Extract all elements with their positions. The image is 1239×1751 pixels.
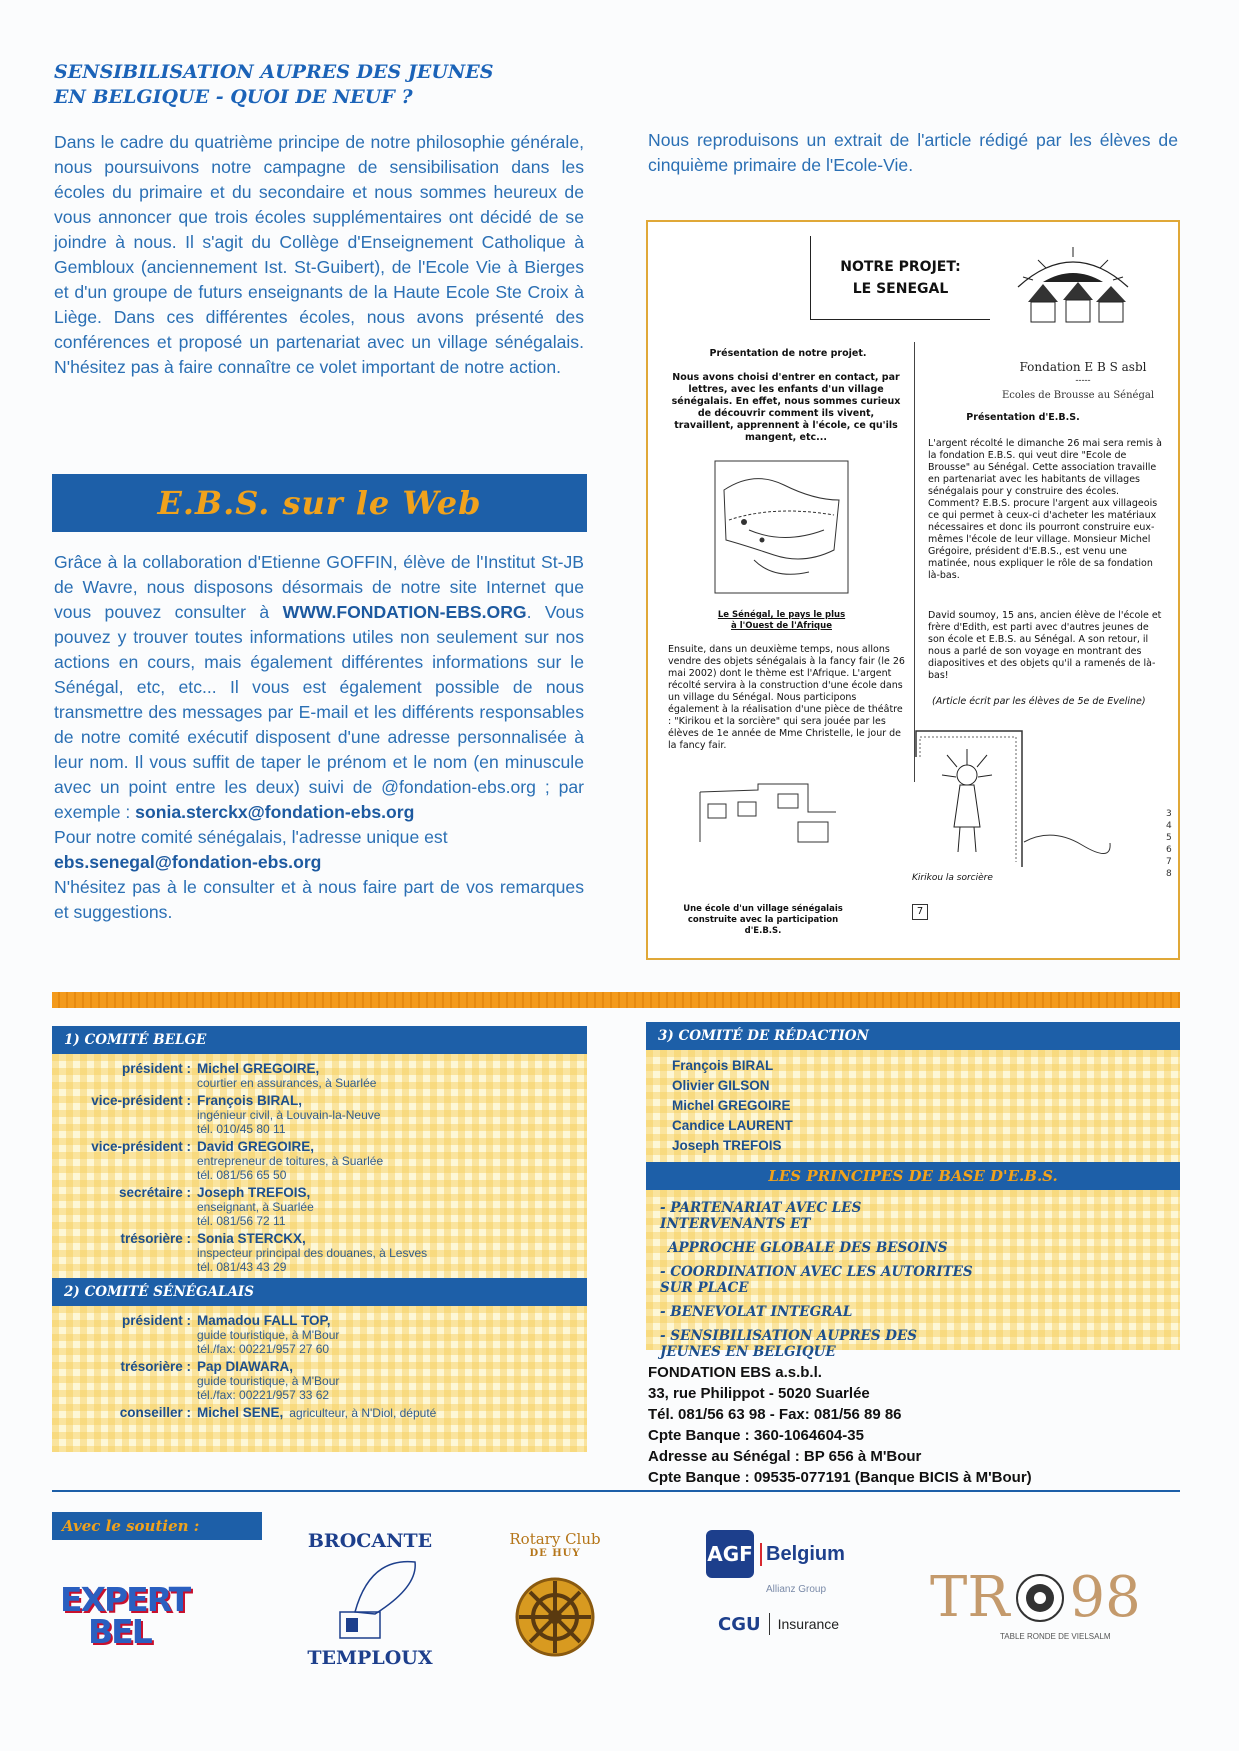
expertbel-logo: EXPERT BEL (60, 1580, 190, 1651)
committee-member (52, 1314, 587, 1356)
web-banner: E.B.S. sur le Web (52, 474, 587, 532)
column-divider (914, 342, 915, 782)
table-ronde-logo: TR 98 TABLE RONDE DE VIELSALM (930, 1565, 1141, 1641)
member-detail: tél. 081/56 65 50 (197, 1168, 287, 1182)
website-link[interactable]: WWW.FONDATION-EBS.ORG (282, 602, 527, 622)
committee-redaction-title: 3) COMITÉ DE RÉDACTION (646, 1022, 1180, 1050)
fondation-subtitle: Ecoles de Brousse au Sénégal (1001, 390, 1155, 401)
committee-member (52, 1062, 587, 1090)
committee-member (52, 1094, 587, 1136)
page-number: 7 (912, 904, 928, 920)
list-item: Michel GREGOIRE (672, 1098, 791, 1113)
list-item: - COORDINATION AVEC LES AUTORITES SUR PLACE (660, 1264, 973, 1296)
article-credit: (Article écrit par les élèves de 5e de Eveline) (932, 696, 1146, 707)
senegal-email-link[interactable]: ebs.senegal@fondation-ebs.org (54, 852, 322, 872)
member-detail: guide touristique, à M'Bour (197, 1374, 340, 1388)
gramophone-icon (300, 1552, 440, 1642)
principles-title: LES PRINCIPES DE BASE D'E.B.S. (646, 1162, 1180, 1190)
school-caption: Une école d'un village sénégalais construite avec la participation d'E.B.S. (683, 904, 843, 936)
orange-divider (52, 992, 1180, 1008)
member-role: trésorière : (120, 1231, 191, 1246)
member-name: Michel GREGOIRE, (197, 1061, 320, 1076)
list-item: Candice LAURENT (672, 1118, 793, 1133)
committee-member (52, 1406, 587, 1420)
member-detail: tél./fax: 00221/957 27 60 (197, 1342, 330, 1356)
contact-block: FONDATION EBS a.s.b.l. 33, rue Philippot - 5020 Suarlée Tél. 081/56 63 98 - Fax: 081/56 89 86 Cpte Banque : 360-1064604-35 Adresse au Sénégal : BP 656 à M'Bour Cpte Banque : 09535-077191 (Banque BICIS à M'Bour) (648, 1364, 1032, 1486)
committee-belge-list (52, 1054, 587, 1274)
fondation-title: Fondation E B S asbl (1019, 360, 1147, 374)
list-item: Olivier GILSON (672, 1078, 770, 1093)
redaction-list (646, 1050, 1180, 1156)
sponsors-label: Avec le soutien : (52, 1512, 262, 1540)
member-name: Mamadou FALL TOP, (197, 1313, 331, 1328)
member-detail: inspecteur principal des douanes, à Lesves (197, 1246, 428, 1260)
agf-logo: AGF Belgium Allianz Group CGU Insurance (706, 1530, 886, 1680)
example-email-link[interactable]: sonia.sterckx@fondation-ebs.org (135, 802, 415, 822)
member-name: Pap DIAWARA, (197, 1359, 294, 1374)
member-detail: agriculteur, à N'Diol, député (289, 1406, 437, 1420)
member-role: président : (121, 1313, 191, 1328)
section-heading: SENSIBILISATION AUPRES DES JEUNES EN BELGIQUE - QUOI DE NEUF ? (54, 61, 494, 108)
ebs-presentation-title: Présentation d'E.B.S. (966, 412, 1080, 423)
list-item: - BENEVOLAT INTEGRAL (660, 1304, 853, 1320)
committee-member (52, 1186, 587, 1228)
school-drawing (698, 782, 838, 852)
list-item: APPROCHE GLOBALE DES BESOINS (668, 1240, 948, 1256)
david-text: David soumoy, 15 ans, ancien élève de l'école et frère d'Edith, est parti avec d'autres jeunes de son école et E.B.S. au Sénégal. A son retour, il nous a parlé de son voyage en montrant des diapositives et des objets qu'il a ramenés de là-bas! (928, 610, 1162, 681)
committee-member (52, 1360, 587, 1402)
member-detail: tél./fax: 00221/957 33 62 (197, 1388, 330, 1402)
map-caption: Le Sénégal, le pays le plus à l'Ouest de l'Afrique (717, 610, 846, 631)
web-paragraph: Grâce à la collaboration d'Etienne GOFFIN, élève de l'Institut St-JB de Wavre, nous disposons désormais de notre site Internet que vous pouvez consulter à WWW.FONDATION-EBS.ORG. Vous pouvez y trouver toutes informations utiles non seulement sur nos actions en cours, mais également différentes informations sur le Sénégal, etc, etc... Il vous est également possible de nous transmettre des messages par E-mail et les différents responsables de notre comité exécutif disposent d'une adresse personnalisée à leur nom. Il vous suffit de taper le prénom et le nom (en minuscule avec un point entre les deux) suivi de @fondation-ebs.org ; par exemple : sonia.sterckx@fondation-ebs.org Pour notre comité sénégalais, l'adresse unique est ebs.senegal@fondation-ebs.org N'hésitez pas à le consulter et à nous faire part de vos remarques et suggestions. (54, 552, 585, 922)
kirikou-drawing (912, 727, 1112, 867)
list-item: François BIRAL (672, 1058, 774, 1073)
committee-belge-title: 1) COMITÉ BELGE (52, 1026, 587, 1054)
member-role: vice-président : (91, 1093, 191, 1108)
member-role: trésorière : (120, 1359, 191, 1374)
member-detail: enseignant, à Suarlée (197, 1200, 314, 1214)
member-name: François BIRAL, (197, 1093, 303, 1108)
member-detail: tél. 081/56 72 11 (197, 1214, 286, 1228)
article-clipping: NOTRE PROJET: LE SENEGAL Présentation de notre projet. Nous avons choisi d'entrer en contact, par lettres, avec les enfants d'un village sénégalais. En effet, nous sommes curieux de découvrir comment ils vivent, travaillent, apprennent à l'école, ce qu'ils mangent, etc... Le Sénégal, le pays le plus à l'Ouest de l'Afrique Ensuite, dans un deuxième temps, nous allons vendre des objets sénégalais à la fancy fair (le 26 mai 2002) dont le thème est l'Afrique. L'argent récolté servira à la construction d'une école dans un village du Sénégal. Nous participons également à la réalisation d'une pièce de théâtre : "Kirikou et la sorcière" qui sera jouée par les élèves de 1e année de Mme Christelle, le jour de la fancy fair. Une école d'un village sénégalais construite avec la participation d'E.B.S. 7 Fondation E B S asbl ----- Ecoles de Brousse au Sénégal Présentation d'E.B.S. L'argent récolté le dimanche 26 mai sera remis à la fondation E.B.S. qui veut dire "Ecole de Brousse" au Sénégal. Cette association travaille en partenariat avec les habitants de villages sénégalais pour y construire des écoles. Comment? E.B.S. procure l'argent aux villageois ce qui permet à ceux-ci d'acheter les matériaux nécessaires et donc ils pourront construire eux-mêmes l'école de leur village. Monsieur Michel Grégoire, président d'E.B.S., est venu une matinée, nous expliquer le rôle de sa fondation là-bas. David soumoy, 15 ans, ancien élève de l'école et frère d'Edith, est parti avec d'autres jeunes de son école et E.B.S. au Sénégal. A son retour, il nous a parlé de son voyage en montrant des diapositives et des objets qu'il a ramenés de là-bas! (Article écrit par les élèves de 5e de Eveline) Kirikou la sorcière 3 4 5 6 7 8 (646, 220, 1180, 960)
member-name: Michel SENE, (197, 1405, 284, 1420)
table-ronde-emblem-icon (1014, 1572, 1066, 1624)
drawing-caption: Kirikou la sorcière (912, 873, 993, 883)
rotary-wheel-icon (500, 1559, 610, 1659)
member-detail: tél. 081/43 43 29 (197, 1260, 287, 1274)
brocante-logo: BROCANTE TEMPLOUX (300, 1530, 440, 1680)
member-role: conseiller : (119, 1405, 191, 1420)
member-detail: entrepreneur de toitures, à Suarlée (197, 1154, 384, 1168)
second-text: Ensuite, dans un deuxième temps, nous allons vendre des objets sénégalais à la fancy fair (le 26 mai 2002) dont le thème est l'Afrique. L'argent récolté servira à la construction d'une école dans un village du Sénégal. Nous participons également à la réalisation d'une pièce de théâtre : "Kirikou et la sorcière" qui sera jouée par les élèves de 1e année de Mme Christelle, le jour de la fancy fair. (668, 644, 905, 751)
member-detail: tél. 010/45 80 11 (197, 1122, 286, 1136)
rotary-logo: Rotary Club DE HUY (500, 1530, 610, 1680)
intro-paragraph: Dans le cadre du quatrième principe de notre philosophie générale, nous poursuivons notre campagne de sensibilisation dans les écoles du primaire et du secondaire et nous sommes heureux de vous annoncer que trois écoles supplémentaires ont décidé de se joindre à nous. Il s'agit du Collège d'Enseignement Catholique à Gembloux (anciennement Ist. St-Guibert), de l'Ecole Vie à Bierges et d'un groupe de futurs enseignants de la Haute Ecole Ste Croix à Liège. Dans ces différentes écoles, nous avons présenté des conférences et proposé un partenariat avec un village sénégalais. N'hésitez pas à faire connaître ce volet important de notre action. (54, 132, 584, 377)
village-drawing (1008, 242, 1138, 332)
committee-member (52, 1232, 587, 1274)
margin-digits: 3 4 5 6 7 8 (1166, 809, 1172, 879)
presentation-text: Nous avons choisi d'entrer en contact, par lettres, avec les enfants d'un village sénégalais. En effet, nous sommes curieux de découvrir comment ils vivent, travaillent, apprennent à l'école, ce qu'ils mangent, etc... (671, 372, 901, 443)
ebs-text: L'argent récolté le dimanche 26 mai sera remis à la fondation E.B.S. qui veut dire "Ecole de Brousse" au Sénégal. Cette association travaille en partenariat avec les habitants de villages sénégalais pour y construire des écoles. Comment? E.B.S. procure l'argent aux villageois ce qui permet à ceux-ci d'acheter les matériaux nécessaires et donc ils pourront construire eux-mêmes l'école de leur village. Monsieur Michel Grégoire, président d'E.B.S., est venu une matinée, nous expliquer le rôle de sa fondation là-bas. (928, 438, 1162, 581)
article-title-box: NOTRE PROJET: LE SENEGAL (810, 236, 990, 320)
right-intro: Nous reproduisons un extrait de l'article rédigé par les élèves de cinquième primaire de l'Ecole-Vie. (648, 130, 1178, 175)
member-detail: guide touristique, à M'Bour (197, 1328, 340, 1342)
member-role: président : (121, 1061, 191, 1076)
list-item: Joseph TREFOIS (672, 1138, 782, 1153)
committees-panel (52, 1026, 587, 1452)
member-detail: ingénieur civil, à Louvain-la-Neuve (197, 1108, 381, 1122)
redaction-panel (646, 1022, 1180, 1360)
committee-senegal-title: 2) COMITÉ SÉNÉGALAIS (52, 1278, 587, 1306)
member-role: secrétaire : (118, 1185, 191, 1200)
presentation-title: Présentation de notre projet. (709, 348, 867, 359)
member-name: David GREGOIRE, (197, 1139, 315, 1154)
committee-member (52, 1140, 587, 1182)
member-name: Sonia STERCKX, (197, 1231, 306, 1246)
senegal-map (714, 460, 849, 594)
member-role: vice-président : (91, 1139, 191, 1154)
list-item: - SENSIBILISATION AUPRES DES JEUNES EN BELGIQUE (660, 1328, 918, 1360)
list-item: - PARTENARIAT AVEC LES INTERVENANTS ET (660, 1200, 862, 1232)
principles-list (646, 1190, 976, 1360)
member-detail: courtier en assurances, à Suarlée (197, 1076, 377, 1090)
committee-senegal-list (52, 1306, 587, 1420)
footer-rule (52, 1490, 1180, 1492)
member-name: Joseph TREFOIS, (197, 1185, 311, 1200)
